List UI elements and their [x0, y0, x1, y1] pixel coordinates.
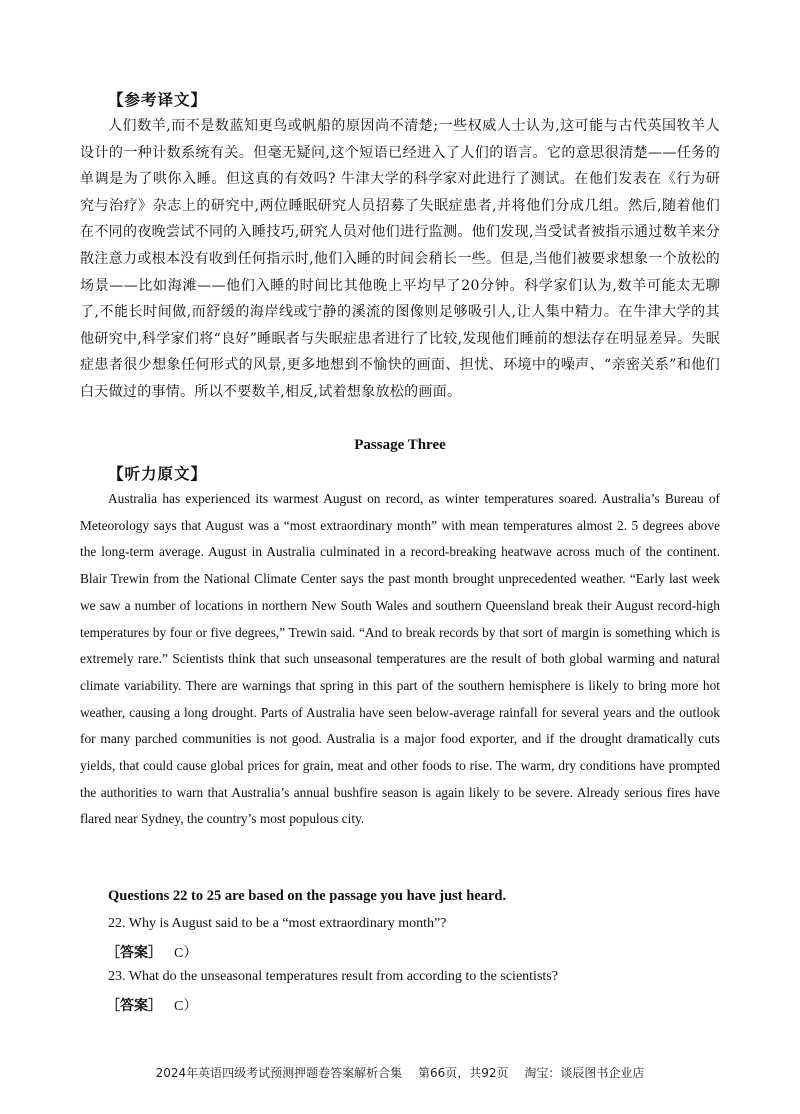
footer-shop: 淘宝：谈辰图书企业店 [524, 1066, 645, 1080]
footer-book-title: 2024年英语四级考试预测押题卷答案解析合集 [155, 1066, 403, 1080]
question-23: 23. What do the unseasonal temperatures result from according to the scientists? [108, 969, 558, 984]
answer-tag: ［答案］ [106, 945, 162, 961]
listening-script-paragraph: Australia has experienced its warmest August on record, as winter temperatures soared. Australia’s Bureau of Meteorology says that August was a “most extraordinary month” with mean temperatures almost 2. 5 degrees above the long-term average. August in Australia culminated in a record-breaking heatwave across much of the continent. Blair Trewin from the National Climate Center says the past month brought unprecedented weather. “Early last week we saw a number of locations in northern New South Wales and southern Queensland break their August record-high temperatures by four or five degrees,” Trewin said. “And to break records by that sort of margin is something which is extremely rare.” Scientists think that such unseasonal temperatures are the result of both global warming and natural climate variability. There are warnings that spring in this part of the southern hemisphere is likely to bring more hot weather, causing a long drought. Parts of Australia have seen below-average rainfall for several years and the outlook for many parched communities is not good. Australia is a major food exporter, and if the drought dramatically cuts yields, that could cause global prices for grain, meat and other foods to rise. The warm, dry conditions have prompted the authorities to warn that Australia’s annual bushfire season is again likely to be severe. Already serious fires have flared near Sydney, the country’s most populous city. [80, 491, 720, 827]
translation-paragraph: 人们数羊,而不是数蓝知更鸟或帆船的原因尚不清楚;一些权威人士认为,这可能与古代英国牧羊人设计的一种计数系统有关。但毫无疑问,这个短语已经进入了人们的语言。它的意思很清楚——任务的单调是为了哄你入睡。但这真的有效吗? 牛津大学的科学家对此进行了测试。在他们发表在《行为研究与治疗》杂志上的研究中,两位睡眠研究人员招募了失眠症患者,并将他们分成几组。然后,随着他们在不同的夜晚尝试不同的入睡技巧,研究人员对他们进行监测。他们发现,当受试者被指示通过数羊来分散注意力或根本没有收到任何指示时,他们入睡的时间会稍长一些。但是,当他们被要求想象一个放松的场景——比如海滩——他们入睡的时间比其他晚上平均早了20分钟。科学家们认为,数羊可能太无聊了,不能长时间做,而舒缓的海岸线或宁静的溪流的图像则足够吸引人,让人集中精力。在牛津大学的其他研究中,科学家们将“良好”睡眠者与失眠症患者进行了比较,发现他们睡前的想法存在明显差异。失眠症患者很少想象任何形式的风景,更多地想到不愉快的画面、担忧、环境中的噪声、“亲密关系”和他们白天做过的事情。所以不要数羊,相反,试着想象放松的画面。 [80, 118, 720, 400]
page-footer [0, 1064, 800, 1081]
answer-value: C） [174, 946, 198, 961]
translation-heading: 【参考译文】 [108, 90, 208, 109]
question-22: 22. Why is August said to be a “most extraordinary month”? [108, 916, 447, 931]
answer-22 [106, 942, 197, 962]
passage-title: Passage Three [354, 437, 446, 453]
listening-script-heading: 【听力原文】 [108, 464, 208, 483]
questions-intro: Questions 22 to 25 are based on the passage you have just heard. [108, 888, 507, 904]
answer-23 [106, 995, 197, 1015]
answer-value: C） [174, 999, 198, 1014]
answer-tag: ［答案］ [106, 998, 162, 1014]
footer-page-number: 第66页，共92页 [417, 1066, 509, 1080]
